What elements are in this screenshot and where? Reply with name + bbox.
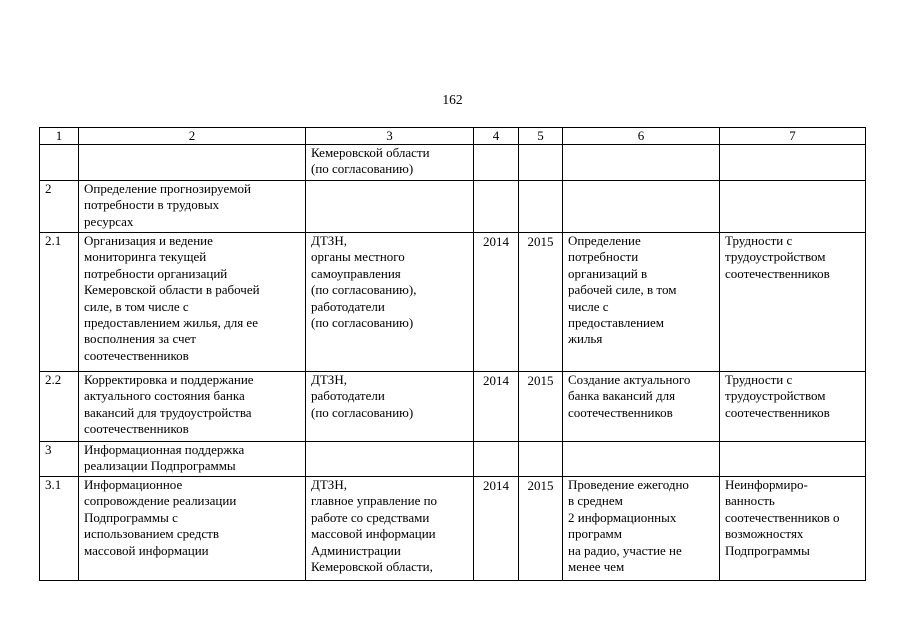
- cell-consequence: [720, 145, 866, 181]
- header-cell: 2: [79, 128, 306, 145]
- cell-executor: ДТЗН, главное управление по работе со средствами массовой информации Администрации Кемеровской области,: [306, 477, 474, 581]
- header-cell: 4: [474, 128, 519, 145]
- cell-start-year: 2014: [474, 233, 519, 372]
- cell-number: [40, 145, 79, 181]
- measures-table: [39, 127, 866, 581]
- table-row: [40, 372, 866, 442]
- cell-executor: Кемеровской области (по согласованию): [306, 145, 474, 181]
- table-header-row: [40, 128, 866, 145]
- cell-end-year: [519, 442, 563, 477]
- cell-number: 3: [40, 442, 79, 477]
- cell-start-year: [474, 145, 519, 181]
- cell-number: 3.1: [40, 477, 79, 581]
- cell-end-year: [519, 181, 563, 233]
- cell-consequence: Трудности с трудоустройством соотечественников: [720, 372, 866, 442]
- header-cell: 3: [306, 128, 474, 145]
- header-cell: 6: [563, 128, 720, 145]
- cell-start-year: 2014: [474, 372, 519, 442]
- cell-consequence: Неинформиро- ванность соотечественников о возможностях Подпрограммы: [720, 477, 866, 581]
- cell-consequence: Трудности с трудоустройством соотечественников: [720, 233, 866, 372]
- cell-result: [563, 442, 720, 477]
- header-cell: 7: [720, 128, 866, 145]
- cell-end-year: 2015: [519, 233, 563, 372]
- cell-executor: [306, 181, 474, 233]
- table-row: [40, 145, 866, 181]
- cell-start-year: [474, 181, 519, 233]
- header-cell: 5: [519, 128, 563, 145]
- cell-activity: Определение прогнозируемой потребности в трудовых ресурсах: [79, 181, 306, 233]
- cell-activity: Корректировка и поддержание актуального состояния банка вакансий для трудоустройства соотечественников: [79, 372, 306, 442]
- cell-executor: ДТЗН, работодатели (по согласованию): [306, 372, 474, 442]
- cell-result: Проведение ежегодно в среднем 2 информационных программ на радио, участие не менее чем: [563, 477, 720, 581]
- cell-consequence: [720, 442, 866, 477]
- cell-result: Определение потребности организаций в рабочей силе, в том числе с предоставлением жилья: [563, 233, 720, 372]
- cell-end-year: [519, 145, 563, 181]
- cell-activity: Организация и ведение мониторинга текущей потребности организаций Кемеровской области в рабочей силе, в том числе с предоставлением жилья, для ее восполнения за счет соотечественников: [79, 233, 306, 372]
- cell-number: 2: [40, 181, 79, 233]
- header-cell: 1: [40, 128, 79, 145]
- cell-executor: ДТЗН, органы местного самоуправления (по согласованию), работодатели (по согласованию): [306, 233, 474, 372]
- cell-number: 2.2: [40, 372, 79, 442]
- cell-start-year: 2014: [474, 477, 519, 581]
- cell-result: [563, 181, 720, 233]
- cell-result: Создание актуального банка вакансий для соотечественников: [563, 372, 720, 442]
- cell-executor: [306, 442, 474, 477]
- table-row: [40, 442, 866, 477]
- table-row: [40, 181, 866, 233]
- page-number: 162: [442, 92, 463, 107]
- cell-consequence: [720, 181, 866, 233]
- cell-activity: Информационная поддержка реализации Подпрограммы: [79, 442, 306, 477]
- table-row: [40, 233, 866, 372]
- cell-activity: [79, 145, 306, 181]
- cell-number: 2.1: [40, 233, 79, 372]
- cell-end-year: 2015: [519, 372, 563, 442]
- cell-end-year: 2015: [519, 477, 563, 581]
- cell-result: [563, 145, 720, 181]
- table-row: [40, 477, 866, 581]
- cell-activity: Информационное сопровождение реализации Подпрограммы с использованием средств массовой информации: [79, 477, 306, 581]
- cell-start-year: [474, 442, 519, 477]
